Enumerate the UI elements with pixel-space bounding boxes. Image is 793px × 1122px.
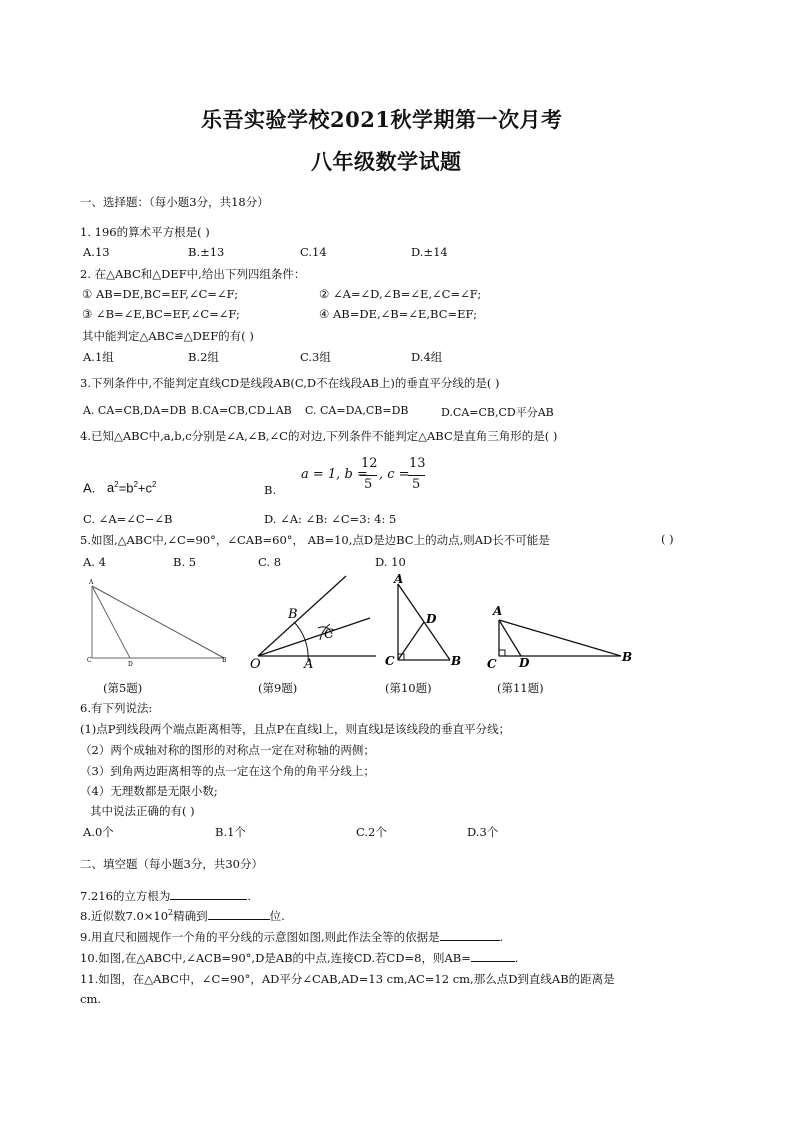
q8-text: 8.近似数7.0×10 <box>80 909 169 923</box>
q2-condition-2: ② ∠A=∠D,∠B=∠E,∠C=∠F; <box>319 287 482 301</box>
caption-q11: (第11题) <box>497 681 544 695</box>
q6-statement-4: （4）无理数都是无限小数; <box>80 784 218 798</box>
caption-q5: (第5题) <box>103 681 143 695</box>
section-2-heading: 二、填空题（每小题3分，共30分） <box>80 857 263 871</box>
f9-label-b: B <box>288 607 298 622</box>
q4-b-a: a = 1, b = <box>301 467 368 482</box>
q9-end: . <box>499 930 504 944</box>
q10-blank[interactable] <box>471 950 515 962</box>
q8-end: 位. <box>269 909 285 923</box>
q11-text: 11.如图，在△ABC中，∠C=90°，AD平分∠CAB,AD=13 cm,AC=12 cm,那么点D到直线AB的距离是 <box>80 972 615 986</box>
q2-ask: 其中能判定△ABC≌△DEF的有( ) <box>82 329 254 343</box>
q8-exponent: 2 <box>168 908 174 918</box>
q4-a-expr-a: a <box>106 480 115 496</box>
q3-option-b: B.CA=CB,CD⊥AB <box>191 404 292 417</box>
page-title: 乐吾实验学校2021秋学期第一次月考 <box>201 107 563 132</box>
q5-option-a: A. 4 <box>83 555 106 569</box>
f9-label-c: C <box>324 627 334 642</box>
q4-option-d: D. ∠A: ∠B: ∠C=3: 4: 5 <box>264 512 397 526</box>
q10 <box>80 950 519 966</box>
q4-a-exp1: 2 <box>114 480 119 489</box>
q4-a-expr-b: =b <box>118 480 134 496</box>
q4-a-label: A. <box>83 480 96 496</box>
q6-option-a: A.0个 <box>83 825 114 839</box>
q2-option-c: C.3组 <box>300 350 331 364</box>
q5-option-b: B. 5 <box>173 555 197 569</box>
figure-q9 <box>250 572 380 672</box>
f10-label-d: D <box>426 612 437 626</box>
q4-a-exp2: 2 <box>133 480 138 489</box>
q7-blank[interactable] <box>170 888 247 900</box>
q4-stem: 4.已知△ABC中,a,b,c分别是∠A,∠B,∠C的对边,下列条件不能判定△ABC是直角三角形的是( ) <box>80 429 558 443</box>
q7-text: 7.216的立方根为 <box>80 889 171 903</box>
f9-label-o: O <box>250 657 261 672</box>
f11-label-d: D <box>519 656 530 670</box>
q2-option-a: A.1组 <box>83 350 114 364</box>
q7 <box>80 888 251 904</box>
q4-a-exp3: 2 <box>151 480 157 489</box>
page-subtitle: 八年级数学试题 <box>311 149 462 174</box>
q2-option-b: B.2组 <box>188 350 219 364</box>
q8-mid: 精确到 <box>173 909 208 923</box>
q3-option-a: A. CA=CB,DA=DB <box>83 404 187 417</box>
q2-stem: 2. 在△ABC和△DEF中,给出下列四组条件： <box>80 267 306 281</box>
q8 <box>80 908 285 924</box>
q10-text: 10.如图,在△ABC中,∠ACB=90°,D是AB的中点,连接CD.若CD=8，则AB= <box>80 951 471 965</box>
q4-option-b-label: B. <box>264 483 277 497</box>
f5-label-d: D <box>128 661 133 668</box>
f10-label-b: B <box>451 654 462 668</box>
q5-option-c: C. 8 <box>258 555 282 569</box>
q6-option-c: C.2个 <box>356 825 387 839</box>
q6-option-b: B.1个 <box>215 825 246 839</box>
caption-q10: (第10题) <box>385 681 432 695</box>
figure-q10 <box>382 572 466 672</box>
q2-condition-4: ④ AB=DE,∠B=∠E,BC=EF; <box>319 307 477 321</box>
f5-label-c: C <box>87 657 92 664</box>
q6-statement-2: （2）两个成轴对称的图形的对称点一定在对称轴的两侧； <box>80 743 375 757</box>
f11-label-c: C <box>487 657 497 671</box>
q4-c-den: 5 <box>412 477 421 492</box>
q5-stem: 5.如图,△ABC中,∠C=90°，∠CAB=60°， AB=10,点D是边BC上的动点,则AD长不可能是 <box>80 533 550 547</box>
q2-option-d: D.4组 <box>411 350 443 364</box>
figure-q5 <box>84 576 234 670</box>
q1-option-a: A.13 <box>83 245 110 259</box>
q4-c-num: 13 <box>409 456 426 471</box>
q2-condition-3: ③ ∠B=∠E,BC=EF,∠C=∠F; <box>82 307 240 321</box>
q4-option-a <box>83 480 156 495</box>
q9-blank[interactable] <box>440 929 500 941</box>
q6-statement-3: （3）到角两边距离相等的点一定在这个角的角平分线上； <box>80 764 375 778</box>
q6-statement-1: (1)点P到线段两个端点距离相等，且点P在直线l上，则直线l是该线段的垂直平分线； <box>80 722 511 736</box>
f5-label-b: B <box>222 657 227 664</box>
section-1-heading: 一、选择题：（每小题3分，共18分） <box>80 195 269 209</box>
q3-option-d: D.CA=CB,CD平分AB <box>441 406 554 419</box>
q6-stem: 6.有下列说法: <box>80 701 153 715</box>
q4-b-c: , c = <box>379 467 410 482</box>
f11-label-b: B <box>622 650 633 664</box>
q8-blank[interactable] <box>208 908 270 920</box>
q11-end: cm. <box>80 992 102 1006</box>
f11-label-a: A <box>493 604 503 618</box>
f5-label-a: A <box>89 579 94 586</box>
q7-end: . <box>247 889 252 903</box>
q3-option-c: C. CA=DA,CB=DB <box>305 404 409 417</box>
q1-option-b: B.±13 <box>188 245 225 259</box>
q3-stem: 3.下列条件中,不能判定直线CD是线段AB(C,D不在线段AB上)的垂直平分线的是( ) <box>80 376 500 390</box>
f10-label-a: A <box>394 572 404 586</box>
q1-option-d: D.±14 <box>411 245 448 259</box>
q1-option-c: C.14 <box>300 245 327 259</box>
q5-option-d: D. 10 <box>375 555 406 569</box>
figure-q11 <box>485 600 637 672</box>
q2-condition-1: ① AB=DE,BC=EF,∠C=∠F; <box>82 287 239 301</box>
f10-label-c: C <box>385 654 395 668</box>
q4-b-num: 12 <box>361 456 378 471</box>
q9 <box>80 929 503 945</box>
q4-option-c: C. ∠A=∠C−∠B <box>83 512 173 526</box>
q4-b-den: 5 <box>364 477 373 492</box>
q10-end: . <box>514 951 519 965</box>
q9-text: 9.用直尺和圆规作一个角的平分线的示意图如图,则此作法全等的依据是 <box>80 930 440 944</box>
f9-label-a: A <box>304 657 314 672</box>
caption-q9: (第9题) <box>258 681 298 695</box>
q6-option-d: D.3个 <box>467 825 499 839</box>
q5-paren: ( ) <box>661 532 674 546</box>
q1-stem: 1. 196的算术平方根是( ) <box>80 225 210 239</box>
q4-a-expr-c: +c <box>137 480 152 496</box>
q6-ask: 其中说法正确的有( ) <box>90 804 195 818</box>
